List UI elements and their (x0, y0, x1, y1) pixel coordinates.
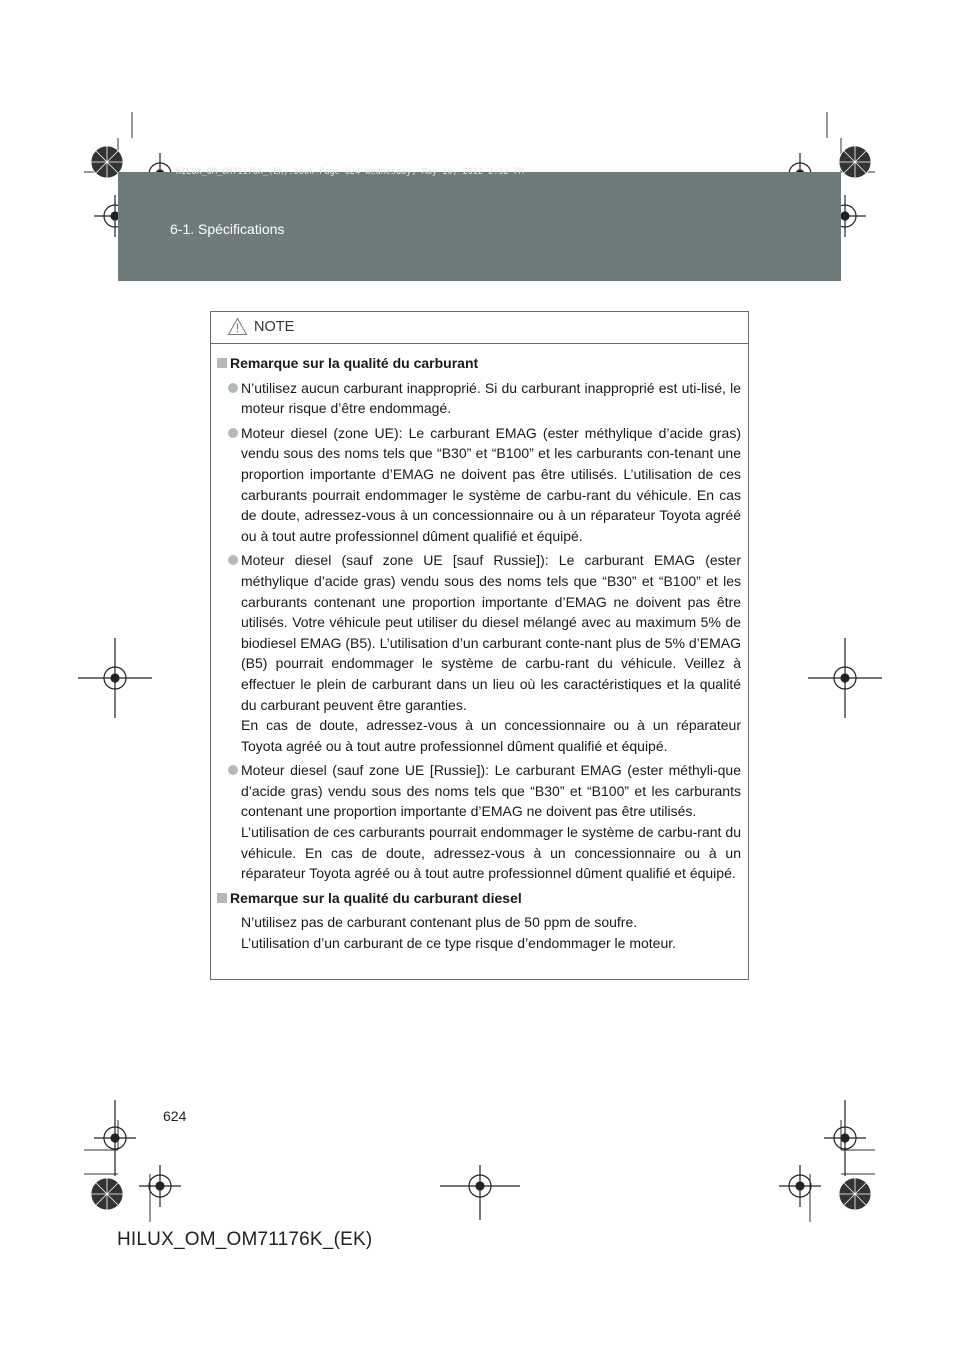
section-heading: Remarque sur la qualité du carburant (216, 353, 741, 374)
book-info-line: HILUX_OM_OM71176K_(EK).book Page 624 Wednesday, May 16, 2012 2:32 PM (176, 167, 524, 177)
list-item: Moteur diesel (sauf zone UE [Russie]): Le carburant EMAG (ester méthyli-que d’acide gras) vendu sous des noms tels que “B30” et “B100” et les carburants contenant une proportion importante d’EMAG ne doivent pas être utilisés. L’utilisation de ces carburants pourrait endommager le système de carbu-rant du véhicule. En cas de doute, adressez-vous à un concessionnaire ou à un réparateur Toyota agréé ou à tout autre professionnel dûment qualifié et équipé. (216, 760, 741, 884)
circle-bullet-icon (228, 383, 238, 393)
note-label: NOTE (254, 319, 295, 335)
paragraph-line: L’utilisation d’un carburant de ce type risque d’endommager le moteur. (241, 935, 677, 952)
circle-bullet-icon (228, 428, 238, 438)
note-body (211, 344, 748, 954)
document-code: HILUX_OM_OM71176K_(EK) (117, 1229, 373, 1250)
circle-bullet-icon (228, 765, 238, 775)
list-item: N’utilisez aucun carburant inapproprié. Si du carburant inapproprié est uti-lisé, le moteur risque d’être endommagé. (216, 378, 741, 419)
warning-triangle-icon (227, 317, 248, 336)
square-bullet-icon (217, 358, 227, 368)
section-heading: Remarque sur la qualité du carburant diesel (216, 888, 741, 909)
circle-bullet-icon (228, 555, 238, 565)
note-header (211, 312, 748, 344)
section-title: 6-1. Spécifications (170, 221, 285, 237)
note-box (210, 311, 749, 980)
square-bullet-icon (217, 893, 227, 903)
list-item: Moteur diesel (sauf zone UE [sauf Russie]): Le carburant EMAG (ester méthylique d’acide gras) vendu sous des noms tels que “B30” et “B100” et les carburants contenant une proportion importante d’EMAG ne doivent pas être utilisés. Votre véhicule peut utiliser du diesel mélangé avec au maximum 5% de biodiesel EMAG (B5). L’utilisation d’un carburant conte-nant plus de 5% d’EMAG (B5) pourrait endommager le système de carbu-rant du véhicule. Veillez à effectuer le plein de carburant dans un lieu où les caractéristiques et la qualité du carburant peuvent être garanties. En cas de doute, adressez-vous à un concessionnaire ou à un réparateur Toyota agréé ou à tout autre professionnel dûment qualifié et équipé. (216, 550, 741, 756)
paragraph-line: N’utilisez pas de carburant contenant plus de 50 ppm de soufre. (241, 914, 638, 931)
list-item: Moteur diesel (zone UE): Le carburant EMAG (ester méthylique d’acide gras) vendu sous des noms tels que “B30” et “B100” et les carburants con-tenant une proportion importante d’EMAG ne doivent pas être utilisés. L’utilisation de ces carburants pourrait endommager le système de carbu-rant du véhicule. En cas de doute, adressez-vous à un concessionnaire ou à un réparateur Toyota agréé ou à tout autre professionnel dûment qualifié et équipé. (216, 423, 741, 547)
page-number: 624 (163, 1108, 187, 1124)
